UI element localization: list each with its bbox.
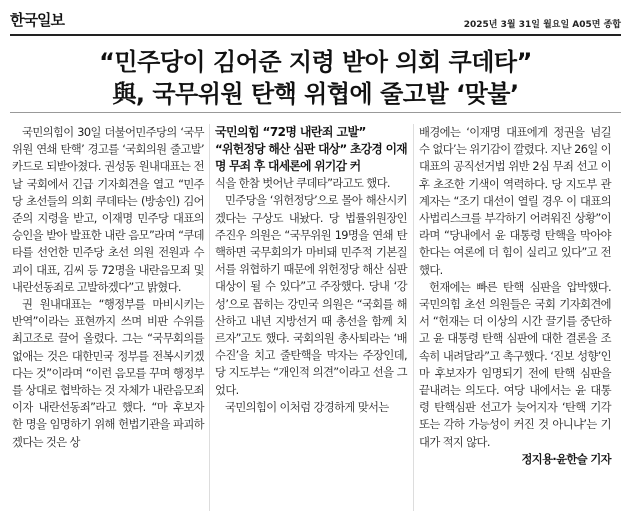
paragraph: 권 원내대표는 “행정부를 마비시키는 반역”이라는 표현까지 쓰며 비판 수위를 최고조로 끌어 올렸다. 그는 “국무회의를 없애는 것은 대한민국 정부를 전복시키겠다는 것”이라며 “이런 음모를 꾸며 행정부를 상대로 협박하는 것 자체가 내란음모죄이자 내란선동죄”라고 했다. “마 후보자 한 명을 임명하기 위해 헌법기관을 파괴하겠다는 것은 상 bbox=[12, 298, 204, 449]
paragraph: 식을 한참 벗어난 쿠데타”라고도 했다. bbox=[215, 177, 390, 191]
byline: 정지용·윤한슬 기자 bbox=[521, 452, 611, 466]
subheadline: 국민의힘 “72명 내란죄 고발” bbox=[215, 125, 366, 139]
column-divider bbox=[413, 124, 414, 511]
masthead bbox=[10, 0, 621, 36]
column-divider bbox=[209, 124, 210, 511]
article-column-3 bbox=[419, 124, 611, 468]
paragraph: 헌재에는 빠른 탄핵 심판을 압박했다. 국민의힘 초선 의원들은 국회 기자회견에서 “헌재는 더 이상의 시간 끌기를 중단하고 윤 대통령 탄핵 심판에 대한 결론을 조속히 내려달라”고 촉구했다. ‘진보 성향’인 마 후보자가 임명되기 전에 탄핵 심판을 끝내려는 의도다. 여당 내에서는 윤 대통령 탄핵심판 선고가 늦어지자 ‘탄핵 기각 또는 각하 가능성이 커진 것 아니냐’는 기대가 적지 않다. bbox=[419, 280, 611, 449]
article-column-2 bbox=[215, 124, 407, 416]
article-column-1 bbox=[12, 124, 204, 451]
paragraph: 국민의힘이 30일 더불어민주당의 ‘국무위원 연쇄 탄핵’ 경고를 ‘국회의원 줄고발’ 카드로 되받아쳤다. 권성동 원내대표는 전날 국회에서 긴급 기자회견을 열고 “민주당 초선들의 의회 쿠데타는 (방송인) 김어준의 지령을 받고, 이재명 민주당 대표의 승인을 받아 발표한 내란 음모”라며 “쿠데타를 선언한 민주당 초선 의원 전원과 수괴이 대표, 김씨 등 72명을 내란음모죄 및 내란선동죄로 고발하겠다”고 밝혔다. bbox=[12, 126, 204, 294]
headline-divider bbox=[10, 112, 621, 113]
newspaper-logo: 한국일보 bbox=[10, 11, 64, 29]
paragraph: 국민의힘이 이처럼 강경하게 맞서는 bbox=[225, 400, 389, 414]
headline-second: 與, 국무위원 탄핵 위협에 줄고발 ‘맞불’ bbox=[112, 80, 519, 108]
paragraph: 배경에는 ‘이재명 대표에게 정권을 넘길 수 없다’는 위기감이 깔렸다. 지난 26일 이 대표의 공직선거법 위반 2심 무죄 선고 이후 초조한 기색이 역력하다. 당 지도부 관계자는 “조기 대선이 열릴 경우 이 대표의 사법리스크를 부각하기 어려워진 상황”이라며 “당내에서 윤 대통령 탄핵을 막아야 한다는 여론에 더 힘이 실리고 있다”고 전했다. bbox=[419, 126, 611, 277]
subheadline-secondary: “위헌정당 해산 심판 대상” 초강경 이재명 무죄 후 대세론에 위기감 커 bbox=[215, 142, 407, 174]
paragraph: 민주당을 ‘위헌정당’으로 몰아 해산시키겠다는 구상도 내놨다. 당 법률위원장인 주진우 의원은 “국무위원 19명을 연쇄 탄핵하면 국무회의가 마비돼 민주적 기본질서를 위협하기 때문에 위헌정당 해산 심판 대상이 될 수 있다”고 주장했다. 당내 ‘강성’으로 꼽히는 강민국 의원은 “국회를 해산하고 내년 지방선거 때 총선을 함께 치르자”고도 했다. 국회의원 총사퇴라는 ‘배수진’을 치고 줄탄핵을 막자는 주장인데, 당 지도부는 “개인적 의견”이라고 선을 그었다. bbox=[215, 194, 407, 397]
dateline: 2025년 3월 31일 월요일 A05면 종합 bbox=[463, 20, 621, 30]
headline-main: “민주당이 김어준 지령 받아 의회 쿠데타” bbox=[99, 48, 532, 76]
